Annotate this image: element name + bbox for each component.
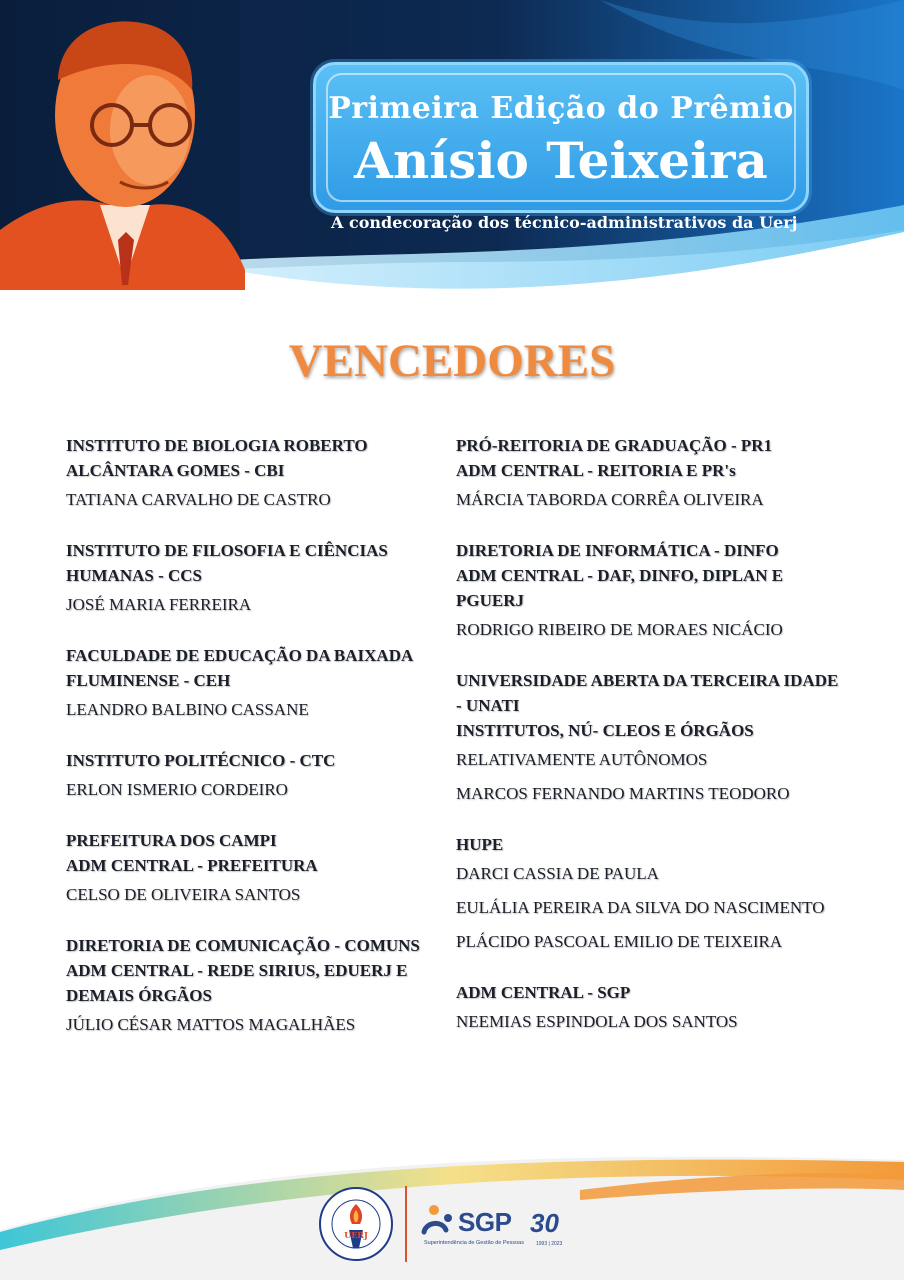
- winner-entry: [456, 832, 856, 954]
- institution-line: PREFEITURA DOS CAMPI: [66, 831, 277, 850]
- footer-divider: [405, 1186, 407, 1262]
- institution-line: FACULDADE DE EDUCAÇÃO DA BAIXADA: [66, 646, 414, 665]
- winner-entry: [66, 748, 466, 802]
- institution-line: ADM CENTRAL - REDE SIRIUS, EDUERJ E: [66, 961, 408, 980]
- winner-entry: [456, 980, 856, 1034]
- winner-name: CELSO DE OLIVEIRA SANTOS: [66, 885, 301, 904]
- winners-right-column: [456, 433, 856, 1060]
- institution-line: INSTITUTOS, NÚ- CLEOS E ÓRGÃOS: [456, 721, 754, 740]
- sgp-subtext: Superintendência de Gestão de Pessoas: [424, 1240, 524, 1246]
- institution-line: PRÓ-REITORIA DE GRADUAÇÃO - PR1: [456, 436, 773, 455]
- institution-line: HUPE: [456, 835, 504, 854]
- sgp-logo-text: SGP: [458, 1207, 512, 1237]
- title-line-1: Primeira Edição do Prêmio: [328, 91, 794, 126]
- anniversary-years: 1993 | 2023: [536, 1241, 563, 1247]
- title-line-2: Anísio Teixeira: [354, 131, 768, 190]
- institution-line: DEMAIS ÓRGÃOS: [66, 986, 212, 1005]
- institution-line: INSTITUTO DE BIOLOGIA ROBERTO: [66, 436, 368, 455]
- winner-name: RELATIVAMENTE AUTÔNOMOS: [456, 750, 708, 769]
- institution-line: HUMANAS - CCS: [66, 566, 202, 585]
- anisio-teixeira-portrait: [0, 0, 260, 290]
- winner-entry: [456, 433, 856, 512]
- institution-line: ADM CENTRAL - PREFEITURA: [66, 856, 318, 875]
- winner-name: ERLON ISMERIO CORDEIRO: [66, 780, 288, 799]
- institution-line: UNIVERSIDADE ABERTA DA TERCEIRA IDADE: [456, 671, 839, 690]
- svg-text:UERJ: UERJ: [344, 1230, 368, 1240]
- winner-entry: [456, 538, 856, 642]
- sgp-people-icon: [420, 1202, 460, 1242]
- winner-entry: [66, 433, 466, 512]
- header-banner: [0, 0, 904, 300]
- institution-line: INSTITUTO POLITÉCNICO - CTC: [66, 751, 336, 770]
- winner-entry: [66, 643, 466, 722]
- winner-name: NEEMIAS ESPINDOLA DOS SANTOS: [456, 1012, 738, 1031]
- winners-heading: VENCEDORES: [288, 335, 616, 387]
- winner-name: JOSÉ MARIA FERREIRA: [66, 595, 252, 614]
- winner-name: MÁRCIA TABORDA CORRÊA OLIVEIRA: [456, 490, 764, 509]
- anniversary-logo: 30: [530, 1208, 559, 1238]
- header-subtitle: A condecoração dos técnico-administrativos da Uerj: [331, 213, 798, 232]
- institution-line: ALCÂNTARA GOMES - CBI: [66, 461, 285, 480]
- winner-name: RODRIGO RIBEIRO DE MORAES NICÁCIO: [456, 620, 783, 639]
- winner-name: EULÁLIA PEREIRA DA SILVA DO NASCIMENTO: [456, 898, 825, 917]
- institution-line: DIRETORIA DE COMUNICAÇÃO - COMUNS: [66, 936, 420, 955]
- winner-name: DARCI CASSIA DE PAULA: [456, 864, 659, 883]
- winner-name: LEANDRO BALBINO CASSANE: [66, 700, 309, 719]
- institution-line: ADM CENTRAL - REITORIA E PR's: [456, 461, 736, 480]
- winner-name: TATIANA CARVALHO DE CASTRO: [66, 490, 331, 509]
- winner-entry: [66, 933, 466, 1037]
- institution-line: FLUMINENSE - CEH: [66, 671, 231, 690]
- winner-entry: [66, 538, 466, 617]
- institution-line: PGUERJ: [456, 591, 524, 610]
- winner-entry: [66, 828, 466, 907]
- winner-name: MARCOS FERNANDO MARTINS TEODORO: [456, 784, 790, 803]
- institution-line: ADM CENTRAL - SGP: [456, 983, 631, 1002]
- institution-line: - UNATI: [456, 696, 520, 715]
- winner-name: JÚLIO CÉSAR MATTOS MAGALHÃES: [66, 1015, 356, 1034]
- institution-line: INSTITUTO DE FILOSOFIA E CIÊNCIAS: [66, 541, 388, 560]
- winner-name: PLÁCIDO PASCOAL EMILIO DE TEIXEIRA: [456, 932, 783, 951]
- institution-line: ADM CENTRAL - DAF, DINFO, DIPLAN E: [456, 566, 784, 585]
- winner-entry: [456, 668, 856, 806]
- title-box: [313, 62, 809, 213]
- uerj-logo: [318, 1186, 394, 1262]
- institution-line: DIRETORIA DE INFORMÁTICA - DINFO: [456, 541, 779, 560]
- winners-left-column: [66, 433, 466, 1063]
